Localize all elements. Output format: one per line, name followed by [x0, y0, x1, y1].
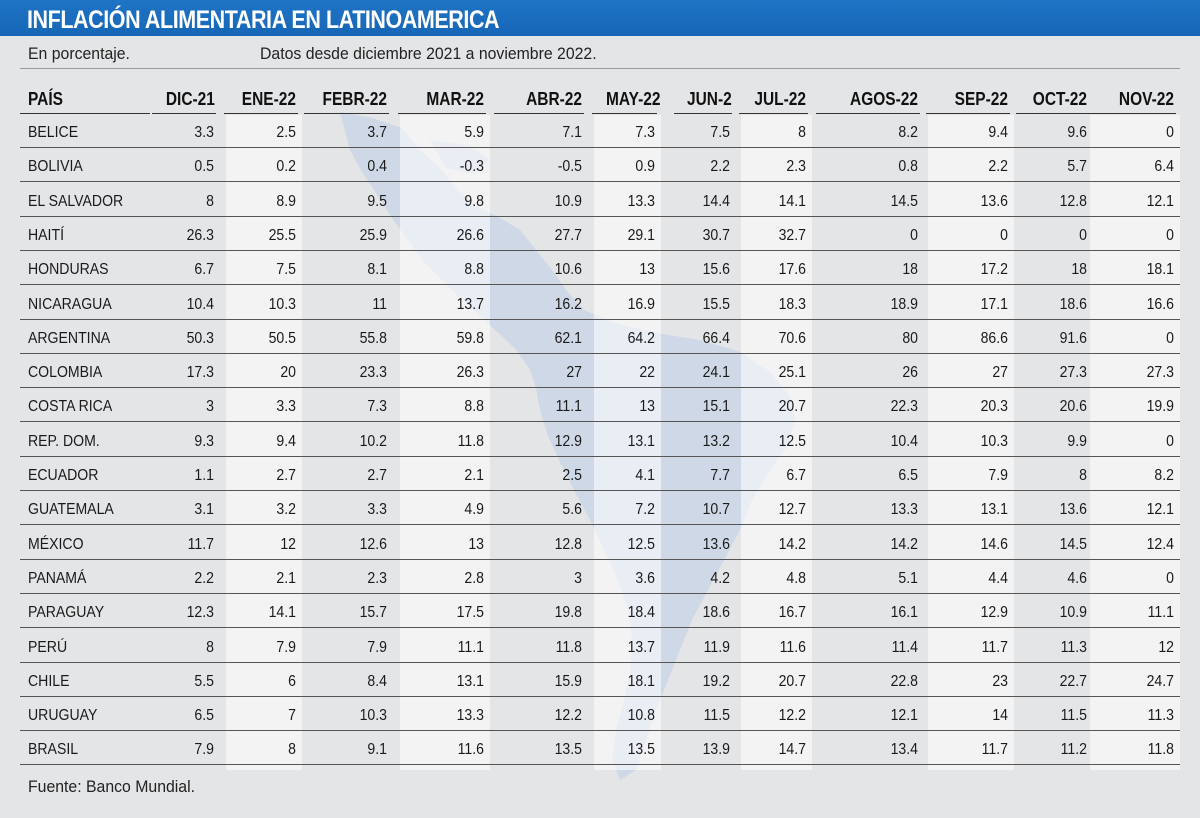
value-cell: 13.5	[627, 741, 655, 759]
value-cell: 11.8	[1147, 741, 1174, 759]
value-cell: 10.9	[554, 192, 582, 210]
value-cell: 4.6	[1067, 569, 1087, 587]
header-underline	[398, 113, 486, 114]
header-underline	[152, 113, 216, 114]
value-cell: 14.5	[1059, 535, 1087, 553]
value-cell: 14.7	[778, 741, 806, 759]
value-cell: 12.8	[554, 535, 582, 553]
value-cell: 3	[574, 569, 582, 587]
country-name: HAITÍ	[28, 226, 64, 244]
value-cell: 22.7	[1059, 672, 1087, 690]
value-cell: 0.4	[367, 158, 387, 176]
row-divider	[20, 147, 1180, 148]
value-cell: 13.1	[980, 501, 1008, 519]
row-divider	[20, 181, 1180, 182]
value-cell: 12.1	[1146, 501, 1174, 519]
value-cell: 27.3	[1146, 364, 1174, 382]
value-cell: 10.4	[186, 295, 214, 313]
value-cell: 0.9	[635, 158, 655, 176]
value-cell: 29.1	[627, 226, 655, 244]
value-cell: 9.4	[276, 432, 296, 450]
value-cell: 3.3	[367, 501, 387, 519]
value-cell: 26.3	[186, 226, 214, 244]
value-cell: 13.6	[702, 535, 730, 553]
country-name: BRASIL	[28, 741, 79, 759]
country-name: CHILE	[28, 672, 70, 690]
country-name: EL SALVADOR	[28, 192, 124, 210]
value-cell: 16.9	[627, 295, 655, 313]
value-cell: 17.5	[456, 604, 484, 622]
value-cell: 0	[1166, 569, 1174, 587]
value-cell: 26.3	[456, 364, 484, 382]
value-cell: 12.1	[1146, 192, 1174, 210]
unit-note: En porcentaje.	[28, 44, 130, 63]
value-cell: 16.2	[554, 295, 582, 313]
value-cell: 18	[1071, 261, 1087, 279]
value-cell: 55.8	[359, 329, 387, 347]
value-cell: 8	[288, 741, 296, 759]
value-cell: 11.1	[457, 638, 484, 656]
country-name: COLOMBIA	[28, 364, 103, 382]
value-cell: 18.6	[702, 604, 730, 622]
value-cell: 0	[1000, 226, 1008, 244]
value-cell: 0.8	[898, 158, 918, 176]
value-cell: 11.7	[981, 741, 1008, 759]
value-cell: 12.9	[980, 604, 1008, 622]
value-cell: 10.6	[554, 261, 582, 279]
value-cell: 14.5	[890, 192, 918, 210]
value-cell: 17.3	[186, 364, 214, 382]
header-underline	[224, 113, 298, 114]
value-cell: 20	[280, 364, 296, 382]
value-cell: 4.1	[635, 467, 655, 484]
value-cell: 11.7	[187, 535, 214, 553]
value-cell: 4.4	[988, 569, 1008, 587]
value-cell: 10.7	[702, 501, 730, 519]
value-cell: 18.3	[778, 295, 806, 313]
value-cell: 9.8	[464, 192, 484, 210]
value-cell: 80	[902, 329, 918, 347]
value-cell: 7.7	[710, 467, 730, 484]
header-underline	[1016, 113, 1089, 114]
value-cell: 9.5	[367, 192, 387, 210]
value-cell: 91.6	[1059, 329, 1087, 347]
value-cell: 7.3	[367, 398, 387, 416]
value-cell: 6.7	[194, 261, 214, 279]
value-cell: 2.2	[988, 158, 1008, 176]
value-cell: 11.3	[1147, 707, 1174, 725]
value-cell: 1.1	[194, 467, 214, 484]
column-header-month: JUN-2	[687, 89, 732, 109]
value-cell: 16.7	[778, 604, 806, 622]
value-cell: 15.1	[702, 398, 730, 416]
value-cell: 13.6	[980, 192, 1008, 210]
value-cell: 12.2	[554, 707, 582, 725]
row-divider	[20, 319, 1180, 320]
column-header-month: JUL-22	[754, 89, 806, 109]
value-cell: 2.3	[786, 158, 806, 176]
value-cell: 2.7	[367, 467, 387, 484]
value-cell: 66.4	[702, 329, 730, 347]
value-cell: 24.1	[702, 364, 730, 382]
row-divider	[20, 250, 1180, 251]
row-divider	[20, 456, 1180, 457]
page-title: INFLACIÓN ALIMENTARIA EN LATINOAMERICA	[27, 6, 500, 34]
value-cell: 3.3	[276, 398, 296, 416]
value-cell: 7.1	[562, 124, 582, 141]
value-cell: 27	[566, 364, 582, 382]
row-divider	[20, 627, 1180, 628]
value-cell: 14.4	[702, 192, 730, 210]
row-divider	[20, 284, 1180, 285]
value-cell: 13.5	[554, 741, 582, 759]
value-cell: 3.7	[367, 124, 387, 141]
value-cell: 25.9	[359, 226, 387, 244]
value-cell: 12	[280, 535, 296, 553]
column-header-month: SEP-22	[954, 89, 1008, 109]
value-cell: 22.3	[890, 398, 918, 416]
value-cell: 11.7	[981, 638, 1008, 656]
value-cell: 7.5	[276, 261, 296, 279]
value-cell: 18.1	[627, 672, 655, 690]
value-cell: 26	[902, 364, 918, 382]
value-cell: 22.8	[890, 672, 918, 690]
column-header-month: ABR-22	[526, 89, 582, 109]
country-name: COSTA RICA	[28, 398, 113, 416]
row-divider	[20, 593, 1180, 594]
value-cell: 5.9	[464, 124, 484, 141]
value-cell: 3.2	[276, 501, 296, 519]
row-divider	[20, 421, 1180, 422]
value-cell: 13.3	[627, 192, 655, 210]
value-cell: 6.5	[898, 467, 918, 484]
value-cell: 27.3	[1059, 364, 1087, 382]
value-cell: 0	[1166, 329, 1174, 347]
value-cell: 18.6	[1059, 295, 1087, 313]
value-cell: 17.2	[980, 261, 1008, 279]
value-cell: 11.1	[555, 398, 582, 416]
value-cell: 17.1	[980, 295, 1008, 313]
value-cell: 11.6	[457, 741, 484, 759]
value-cell: 25.1	[778, 364, 806, 382]
value-cell: 12.9	[554, 432, 582, 450]
country-name: MÉXICO	[28, 535, 84, 553]
value-cell: 3.6	[635, 569, 655, 587]
country-name: PERÚ	[28, 638, 68, 656]
value-cell: 13.7	[627, 638, 655, 656]
value-cell: 12.2	[778, 707, 806, 725]
value-cell: 2.2	[194, 569, 214, 587]
value-cell: 15.6	[702, 261, 730, 279]
country-name: ARGENTINA	[28, 329, 111, 347]
value-cell: 11.8	[555, 638, 582, 656]
value-cell: 13.9	[702, 741, 730, 759]
value-cell: 0.5	[194, 158, 214, 176]
value-cell: 2.7	[276, 467, 296, 484]
value-cell: 9.4	[988, 124, 1008, 141]
value-cell: -0.3	[459, 158, 484, 176]
value-cell: 7.9	[194, 741, 214, 759]
country-name: BOLIVIA	[28, 158, 83, 176]
value-cell: 6.5	[194, 707, 214, 725]
value-cell: 14.2	[778, 535, 806, 553]
value-cell: 11.8	[457, 432, 484, 450]
value-cell: 18.9	[890, 295, 918, 313]
value-cell: 13	[639, 398, 655, 416]
value-cell: 3	[206, 398, 214, 416]
value-cell: 9.9	[1067, 432, 1087, 450]
value-cell: 0	[910, 226, 918, 244]
value-cell: 10.8	[627, 707, 655, 725]
value-cell: 19.8	[554, 604, 582, 622]
row-divider	[20, 387, 1180, 388]
value-cell: 23	[992, 672, 1008, 690]
country-name: ECUADOR	[28, 467, 99, 484]
value-cell: 12.5	[627, 535, 655, 553]
value-cell: 0	[1079, 226, 1087, 244]
value-cell: 9.6	[1067, 124, 1087, 141]
value-cell: 10.3	[980, 432, 1008, 450]
value-cell: 20.7	[778, 672, 806, 690]
value-cell: 13.4	[890, 741, 918, 759]
value-cell: 11.5	[1060, 707, 1087, 725]
value-cell: 8.2	[898, 124, 918, 141]
value-cell: 17.6	[778, 261, 806, 279]
column-header-month: MAY-22	[605, 89, 661, 109]
country-name: GUATEMALA	[28, 501, 114, 519]
value-cell: 0	[1166, 432, 1174, 450]
value-cell: 4.9	[464, 501, 484, 519]
value-cell: 15.5	[702, 295, 730, 313]
value-cell: 8	[206, 638, 214, 656]
column-header-month: MAR-22	[426, 89, 484, 109]
value-cell: 10.9	[1059, 604, 1087, 622]
value-cell: 13.1	[627, 432, 655, 450]
value-cell: 5.7	[1067, 158, 1087, 176]
value-cell: 11.5	[703, 707, 730, 725]
value-cell: 11.3	[1060, 638, 1087, 656]
value-cell: 14.6	[980, 535, 1008, 553]
source-note: Fuente: Banco Mundial.	[28, 777, 195, 796]
value-cell: 13	[639, 261, 655, 279]
value-cell: 7.9	[276, 638, 296, 656]
value-cell: 7.9	[367, 638, 387, 656]
value-cell: 13.7	[456, 295, 484, 313]
value-cell: 13.3	[890, 501, 918, 519]
row-divider	[20, 696, 1180, 697]
value-cell: 12.3	[186, 604, 214, 622]
value-cell: 20.7	[778, 398, 806, 416]
value-cell: 13	[468, 535, 484, 553]
value-cell: 8	[798, 124, 806, 141]
value-cell: 14.1	[268, 604, 296, 622]
header-underline	[20, 113, 150, 114]
value-cell: 12.5	[778, 432, 806, 450]
value-cell: 12.6	[359, 535, 387, 553]
value-cell: 19.9	[1146, 398, 1174, 416]
value-cell: 11.9	[703, 638, 730, 656]
value-cell: 7.5	[710, 124, 730, 141]
row-divider	[20, 764, 1180, 765]
country-name: REP. DOM.	[28, 432, 100, 450]
value-cell: 2.2	[710, 158, 730, 176]
value-cell: 6	[288, 672, 296, 690]
value-cell: 8.8	[464, 261, 484, 279]
value-cell: 7.2	[635, 501, 655, 519]
value-cell: 4.2	[710, 569, 730, 587]
value-cell: 8.2	[1154, 467, 1174, 484]
value-cell: 0	[1166, 124, 1174, 141]
header-underline	[674, 113, 732, 114]
value-cell: 10.3	[268, 295, 296, 313]
value-cell: 2.3	[367, 569, 387, 587]
value-cell: 8.8	[464, 398, 484, 416]
value-cell: 13.1	[456, 672, 484, 690]
value-cell: 11.6	[779, 638, 806, 656]
column-header-month: FEBR-22	[322, 89, 387, 109]
row-divider	[20, 662, 1180, 663]
value-cell: 7	[288, 707, 296, 725]
value-cell: 59.8	[456, 329, 484, 347]
value-cell: 12.7	[778, 501, 806, 519]
value-cell: 86.6	[980, 329, 1008, 347]
value-cell: 3.3	[194, 124, 214, 141]
value-cell: 8.4	[367, 672, 387, 690]
row-divider	[20, 353, 1180, 354]
value-cell: 50.5	[268, 329, 296, 347]
header-underline	[739, 113, 808, 114]
value-cell: 50.3	[186, 329, 214, 347]
value-cell: 12	[1158, 638, 1174, 656]
value-cell: 12.1	[890, 707, 918, 725]
value-cell: 4.8	[786, 569, 806, 587]
row-divider	[20, 216, 1180, 217]
value-cell: 22	[639, 364, 655, 382]
column-header-month: DIC-21	[165, 89, 215, 109]
value-cell: 27	[992, 364, 1008, 382]
value-cell: 64.2	[627, 329, 655, 347]
value-cell: 11	[372, 295, 387, 313]
value-cell: 27.7	[554, 226, 582, 244]
country-name: PARAGUAY	[28, 604, 105, 622]
row-divider	[20, 490, 1180, 491]
value-cell: 15.7	[359, 604, 387, 622]
country-name: BELICE	[28, 124, 79, 141]
country-name: URUGUAY	[28, 707, 98, 725]
value-cell: 10.4	[890, 432, 918, 450]
value-cell: 62.1	[554, 329, 582, 347]
value-cell: 8	[1079, 467, 1087, 484]
value-cell: 3.1	[194, 501, 214, 519]
value-cell: 13.3	[456, 707, 484, 725]
column-header-month: AGOS-22	[850, 89, 918, 109]
column-header-month: ENE-22	[241, 89, 296, 109]
value-cell: 13.6	[1059, 501, 1087, 519]
row-divider	[20, 730, 1180, 731]
value-cell: 0.2	[276, 158, 296, 176]
value-cell: 5.1	[898, 569, 918, 587]
country-name: PANAMÁ	[28, 569, 87, 587]
value-cell: 5.5	[194, 672, 214, 690]
header-underline	[1088, 113, 1176, 114]
value-cell: 18	[902, 261, 918, 279]
value-cell: 5.6	[562, 501, 582, 519]
value-cell: 30.7	[702, 226, 730, 244]
value-cell: 6.7	[786, 467, 806, 484]
value-cell: 11.4	[891, 638, 918, 656]
value-cell: 6.4	[1154, 158, 1174, 176]
header-underline	[816, 113, 920, 114]
value-cell: 32.7	[778, 226, 806, 244]
value-cell: -0.5	[557, 158, 582, 176]
column-header-month: OCT-22	[1032, 89, 1087, 109]
column-header-month: NOV-22	[1118, 89, 1174, 109]
header-underline	[304, 113, 389, 114]
value-cell: 15.9	[554, 672, 582, 690]
header-underline	[592, 113, 657, 114]
value-cell: 7.3	[635, 124, 655, 141]
value-cell: 25.5	[268, 226, 296, 244]
column-header-country: PAÍS	[28, 89, 63, 109]
value-cell: 2.5	[562, 467, 582, 484]
value-cell: 2.1	[464, 467, 484, 484]
value-cell: 8.9	[276, 192, 296, 210]
date-range-note: Datos desde diciembre 2021 a noviembre 2022.	[260, 44, 597, 63]
value-cell: 8.1	[367, 261, 387, 279]
value-cell: 2.8	[464, 569, 484, 587]
header-underline	[494, 113, 584, 114]
header-underline	[926, 113, 1010, 114]
country-name: HONDURAS	[28, 261, 109, 279]
value-cell: 19.2	[702, 672, 730, 690]
value-cell: 2.5	[276, 124, 296, 141]
value-cell: 18.1	[1146, 261, 1174, 279]
value-cell: 8	[206, 192, 214, 210]
value-cell: 16.6	[1146, 295, 1174, 313]
country-name: NICARAGUA	[28, 295, 112, 313]
row-divider	[20, 559, 1180, 560]
value-cell: 14.1	[778, 192, 806, 210]
value-cell: 11.2	[1060, 741, 1087, 759]
value-cell: 20.6	[1059, 398, 1087, 416]
value-cell: 2.1	[276, 569, 296, 587]
value-cell: 14	[992, 707, 1008, 725]
value-cell: 0	[1166, 226, 1174, 244]
value-cell: 11.1	[1147, 604, 1174, 622]
value-cell: 12.4	[1146, 535, 1174, 553]
value-cell: 24.7	[1146, 672, 1174, 690]
value-cell: 20.3	[980, 398, 1008, 416]
value-cell: 26.6	[456, 226, 484, 244]
value-cell: 16.1	[890, 604, 918, 622]
row-divider	[20, 524, 1180, 525]
value-cell: 14.2	[890, 535, 918, 553]
value-cell: 18.4	[627, 604, 655, 622]
value-cell: 12.8	[1059, 192, 1087, 210]
value-cell: 7.9	[988, 467, 1008, 484]
value-cell: 10.3	[359, 707, 387, 725]
value-cell: 70.6	[778, 329, 806, 347]
value-cell: 10.2	[359, 432, 387, 450]
value-cell: 9.3	[194, 432, 214, 450]
value-cell: 9.1	[367, 741, 387, 759]
value-cell: 13.2	[702, 432, 730, 450]
value-cell: 23.3	[359, 364, 387, 382]
